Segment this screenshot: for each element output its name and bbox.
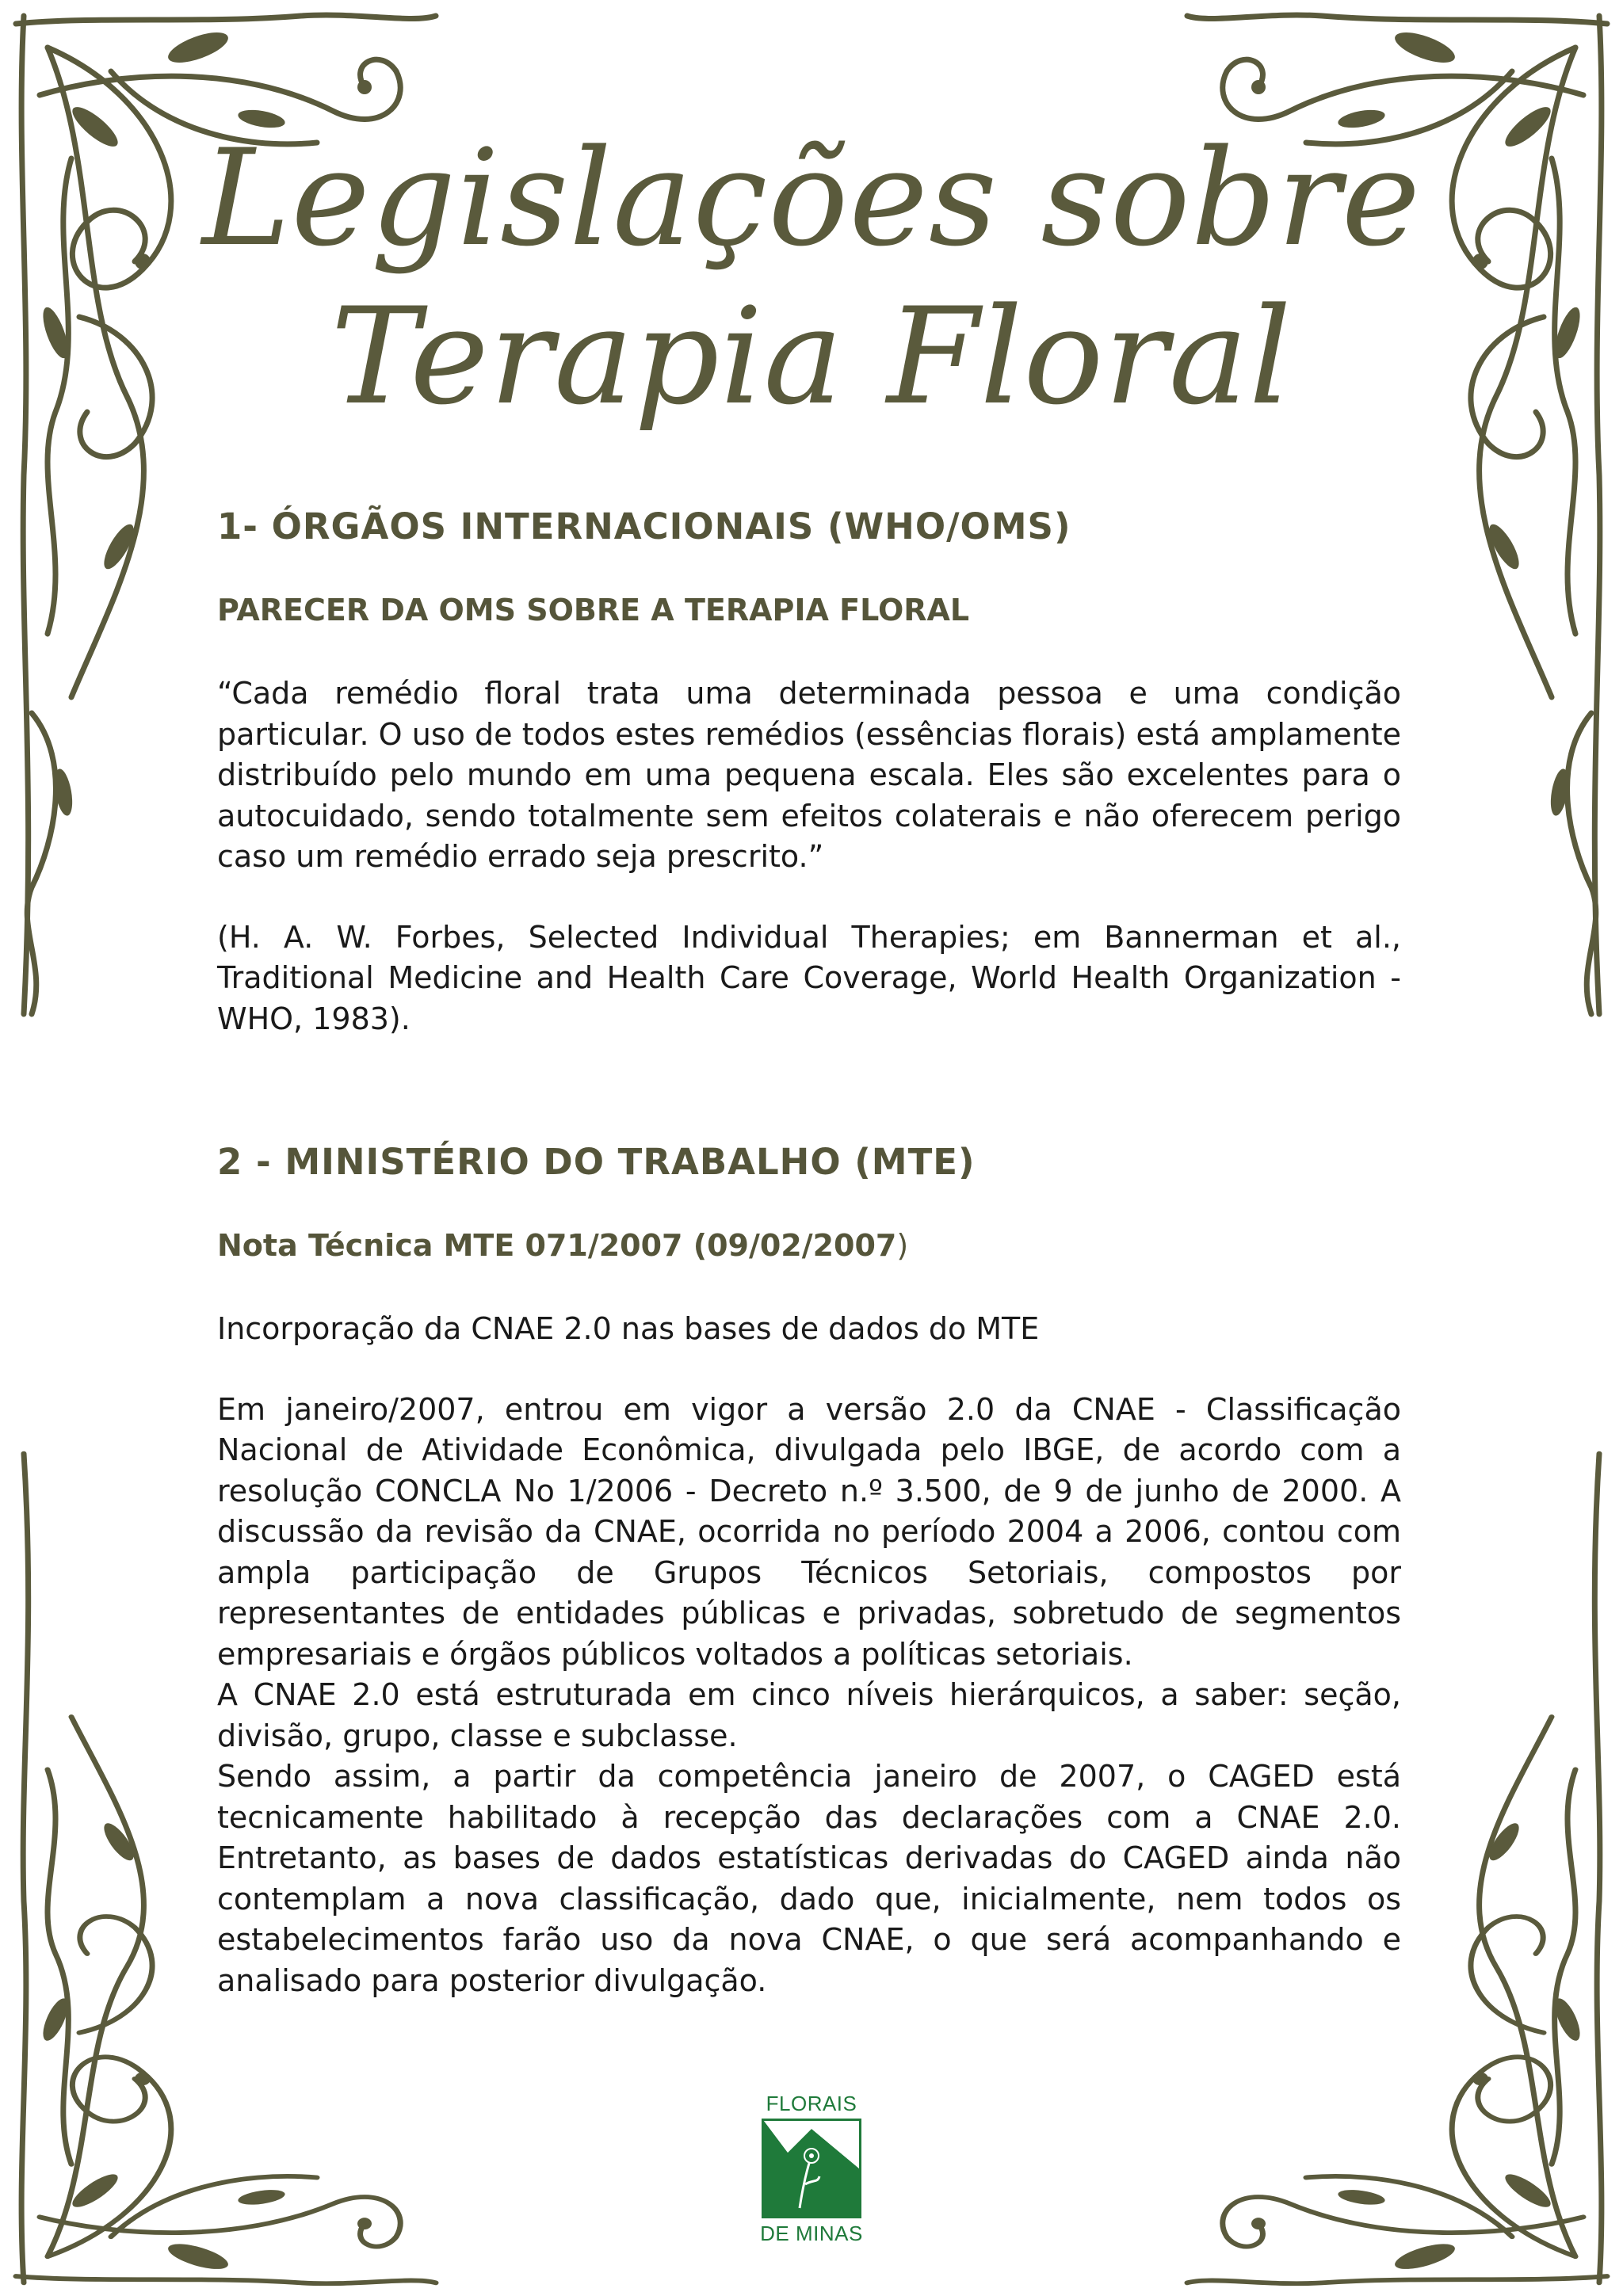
cnae-intro: Incorporação da CNAE 2.0 nas bases de dados do MTE [217, 1311, 1040, 1346]
logo-top-text: FLORAIS [766, 2092, 857, 2115]
who-citation: (H. A. W. Forbes, Selected Individual Therapies; em Bannerman et al., Traditional Medicine and Health Care Coverage, World Health Organization - WHO, 1983). [217, 919, 1401, 1036]
document-body [217, 499, 1401, 2001]
nota-tecnica-tail: ) [896, 1228, 909, 1263]
section-1-subheading: PARECER DA OMS SOBRE A TERAPIA FLORAL [217, 593, 970, 627]
page-title-line-2: Terapia Floral [330, 279, 1293, 434]
who-quote: “Cada remédio floral trata uma determinada pessoa e uma condição particular. O uso de todos estes remédios (essências florais) está amplamente distribuído pelo mundo em uma pequena escala. Eles são excelentes para o autocuidado, sendo totalmente sem efeitos colaterais e não oferecem perigo caso um remédio errado seja prescrito.” [217, 676, 1401, 874]
page-title-line-1: Legislações sobre [201, 120, 1422, 276]
cnae-paragraph-3: Sendo assim, a partir da competência janeiro de 2007, o CAGED está tecnicamente habilitado à recepção das declarações com a CNAE 2.0. Entretanto, as bases de dados estatísticas derivadas do CAGED ainda não contemplam a nova classificação, dado que, inicialmente, nem todos os estabelecimentos farão uso da nova CNAE, o que será acompanhando e analisado para posterior divulgação. [217, 1759, 1401, 1998]
section-2-subheading [217, 1222, 1401, 1269]
nota-tecnica-label: Nota Técnica MTE 071/2007 (09/02/2007 [217, 1228, 897, 1263]
section-1-heading: 1- ÓRGÃOS INTERNACIONAIS (WHO/OMS) [217, 505, 1071, 547]
florais-de-minas-logo [756, 2092, 867, 2245]
cnae-paragraph-2: A CNAE 2.0 está estruturada em cinco níveis hierárquicos, a saber: seção, divisão, grupo, classe e subclasse. [217, 1677, 1401, 1753]
page-title [0, 119, 1623, 436]
logo-mountain-flower-icon [762, 2119, 861, 2218]
cnae-paragraph-1: Em janeiro/2007, entrou em vigor a versão 2.0 da CNAE - Classificação Nacional de Atividade Econômica, divulgada pelo IBGE, de acordo com a resolução CONCLA No 1/2006 - Decreto n.º 3.500, de 9 de junho de 2000. A discussão da revisão da CNAE, ocorrida no período 2004 a 2006, contou com ampla participação de Grupos Técnicos Setoriais, compostos por representantes de entidades públicas e privadas, sobretudo de segmentos empresariais e órgãos públicos voltados a políticas setoriais. [217, 1391, 1401, 1672]
section-2-heading: 2 - MINISTÉRIO DO TRABALHO (MTE) [217, 1141, 976, 1183]
logo-bottom-text: DE MINAS [760, 2222, 863, 2245]
